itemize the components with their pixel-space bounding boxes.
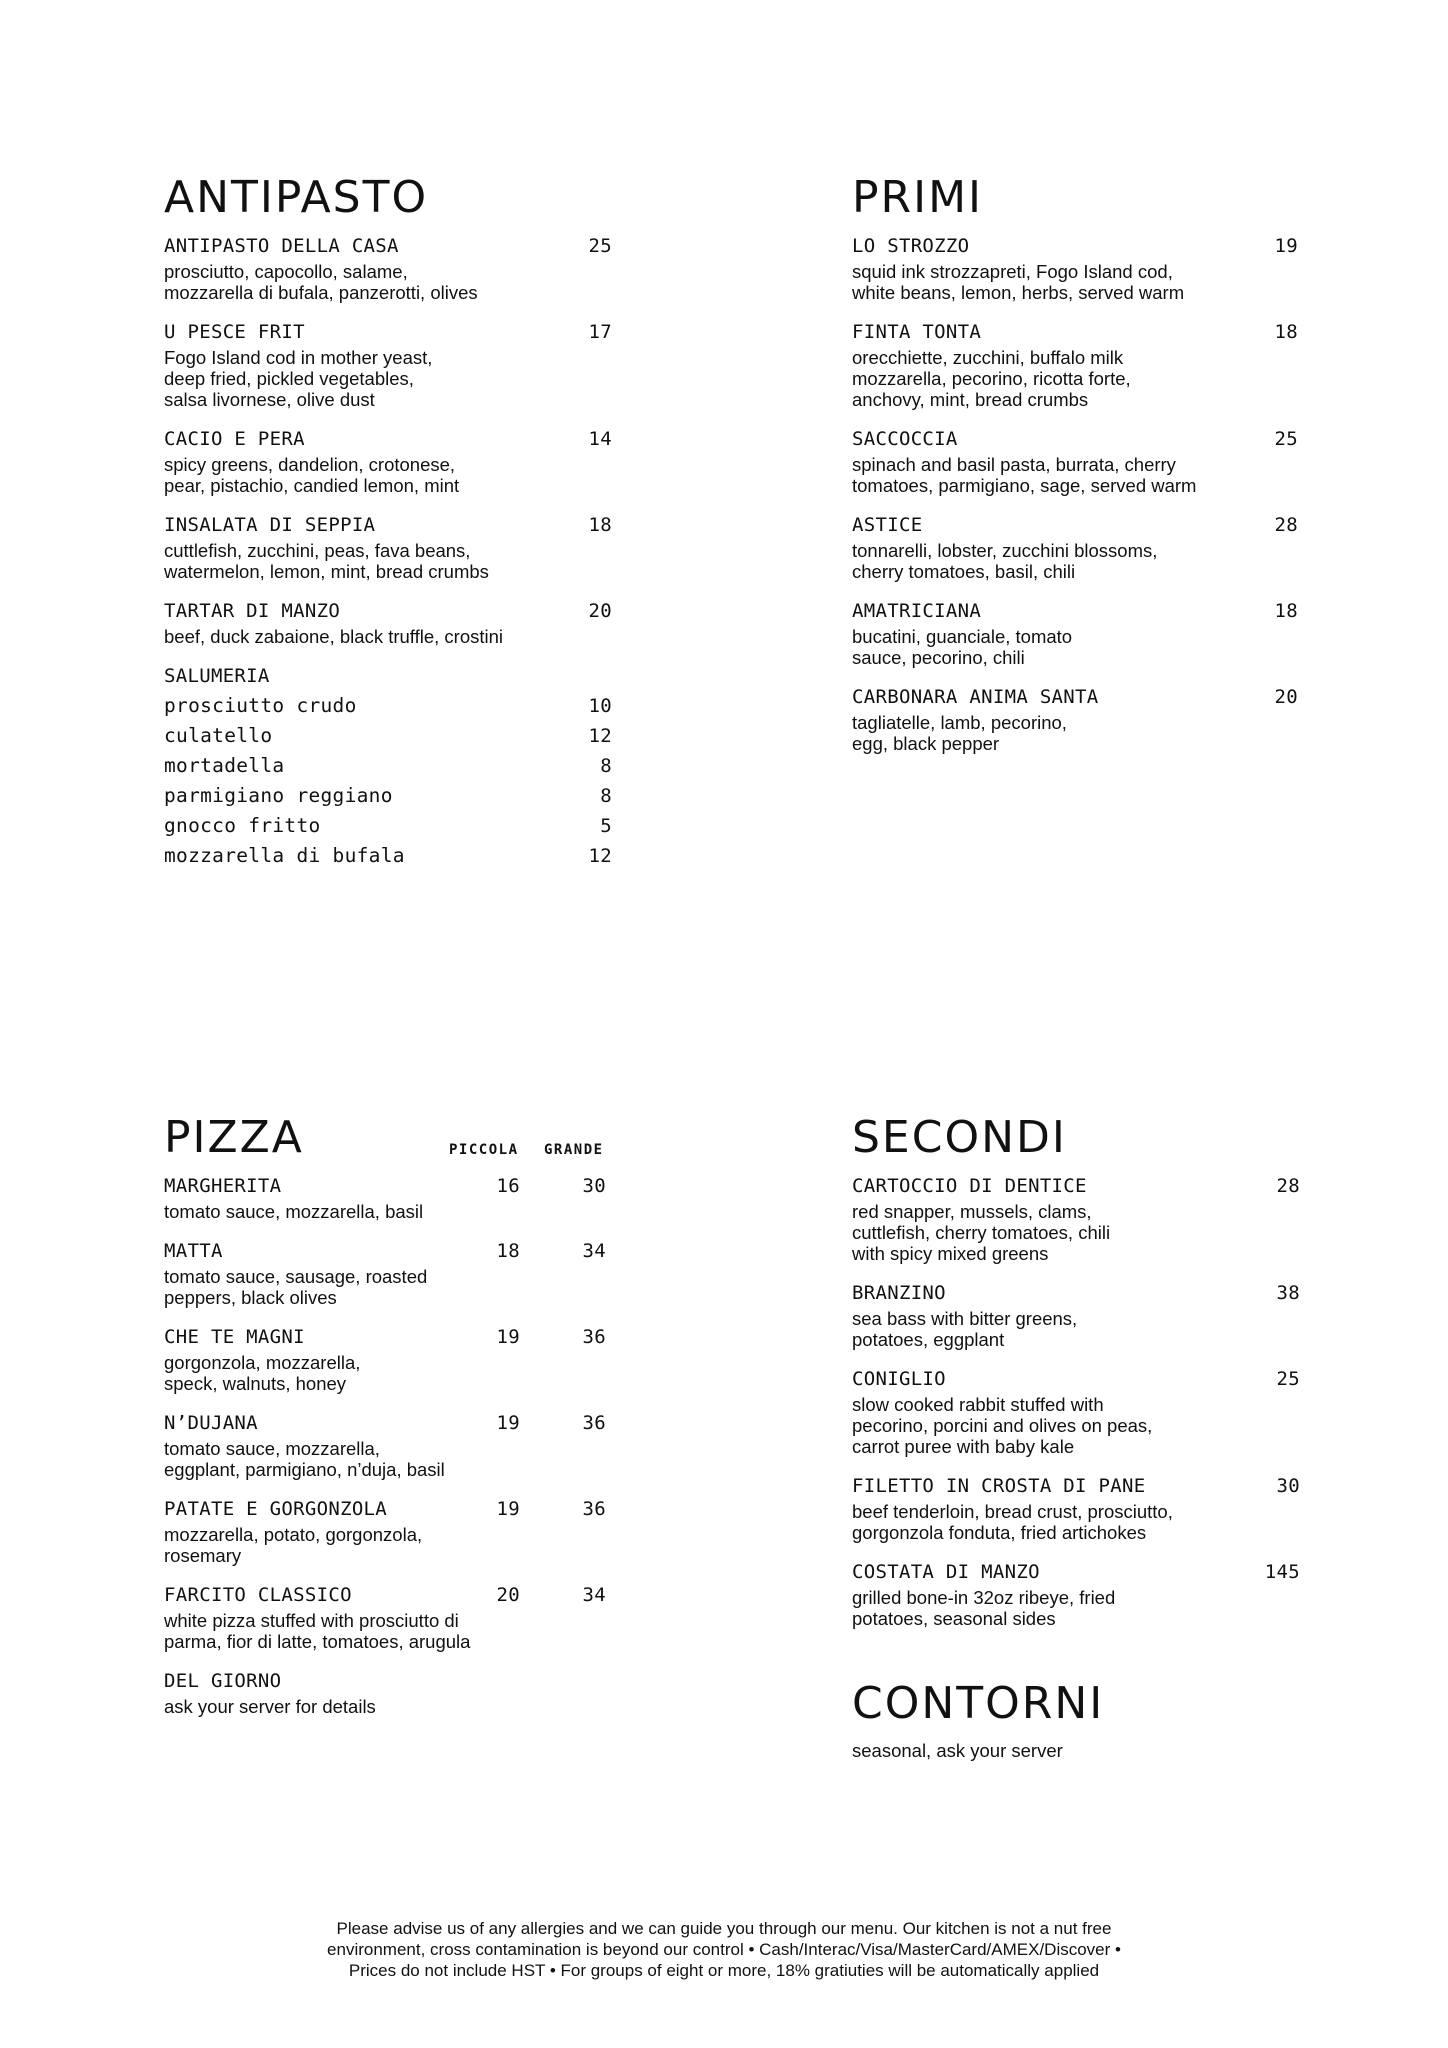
salumeria-price: 10 bbox=[588, 695, 612, 717]
item-price: 30 bbox=[1276, 1475, 1300, 1497]
item-description: beef tenderloin, bread crust, prosciutto, gorgonzola fonduta, fried artichokes bbox=[852, 1501, 1173, 1543]
piccola-price: 19 bbox=[496, 1326, 520, 1348]
grande-price: 36 bbox=[582, 1498, 606, 1520]
menu-item bbox=[852, 513, 1298, 582]
salumeria-title: SALUMERIA bbox=[164, 665, 270, 687]
grande-price: 34 bbox=[582, 1240, 606, 1262]
salumeria-name: culatello bbox=[164, 724, 273, 747]
menu-item bbox=[164, 234, 612, 303]
menu-item bbox=[852, 234, 1298, 303]
menu-item bbox=[164, 1669, 612, 1717]
menu-item bbox=[852, 320, 1298, 410]
salumeria-name: gnocco fritto bbox=[164, 814, 321, 837]
item-price: 17 bbox=[588, 321, 612, 343]
menu-item bbox=[852, 1281, 1300, 1350]
item-description: red snapper, mussels, clams, cuttlefish, cherry tomatoes, chili with spicy mixed greens bbox=[852, 1201, 1111, 1264]
item-price: 20 bbox=[1274, 686, 1298, 708]
item-description: white pizza stuffed with prosciutto di parma, fior di latte, tomatoes, arugula bbox=[164, 1610, 471, 1652]
item-description: slow cooked rabbit stuffed with pecorino, porcini and olives on peas, carrot puree with baby kale bbox=[852, 1394, 1153, 1457]
menu-item bbox=[164, 427, 612, 496]
item-name: FINTA TONTA bbox=[852, 321, 982, 343]
item-description: prosciutto, capocollo, salame, mozzarella di bufala, panzerotti, olives bbox=[164, 261, 478, 303]
menu-item bbox=[164, 1583, 612, 1652]
item-price: 25 bbox=[588, 235, 612, 257]
item-price: 28 bbox=[1274, 514, 1298, 536]
salumeria-name: mortadella bbox=[164, 754, 285, 777]
footer-line: Prices do not include HST • For groups of eight or more, 18% gratiuties will be automatically applied bbox=[348, 1961, 1100, 1980]
item-description: sea bass with bitter greens, potatoes, eggplant bbox=[852, 1308, 1078, 1350]
contorni-description: seasonal, ask your server bbox=[852, 1740, 1063, 1761]
item-description: ask your server for details bbox=[164, 1696, 376, 1717]
salumeria-name: parmigiano reggiano bbox=[164, 784, 393, 807]
salumeria-price: 8 bbox=[600, 755, 612, 777]
item-price: 25 bbox=[1276, 1368, 1300, 1390]
contorni-section bbox=[852, 1678, 1300, 1761]
item-name: AMATRICIANA bbox=[852, 600, 982, 622]
item-price: 20 bbox=[588, 600, 612, 622]
item-price: 25 bbox=[1274, 428, 1298, 450]
menu-item bbox=[852, 427, 1298, 496]
item-name: DEL GIORNO bbox=[164, 1670, 282, 1692]
item-name: U PESCE FRIT bbox=[164, 321, 305, 343]
menu-item bbox=[852, 1174, 1300, 1264]
salumeria-name: prosciutto crudo bbox=[164, 694, 357, 717]
salumeria-price: 12 bbox=[588, 845, 612, 867]
section-title: ANTIPASTO bbox=[164, 172, 429, 223]
piccola-price: 19 bbox=[496, 1412, 520, 1434]
menu-item bbox=[164, 599, 612, 647]
item-price: 14 bbox=[588, 428, 612, 450]
antipasto-section bbox=[164, 172, 612, 874]
menu-item bbox=[852, 1367, 1300, 1457]
item-name: INSALATA DI SEPPIA bbox=[164, 514, 376, 536]
item-description: bucatini, guanciale, tomato sauce, pecorino, chili bbox=[852, 626, 1073, 668]
piccola-price: 19 bbox=[496, 1498, 520, 1520]
salumeria-row bbox=[164, 814, 612, 838]
menu-item bbox=[164, 1325, 612, 1394]
salumeria-row bbox=[164, 754, 612, 778]
item-price: 38 bbox=[1276, 1282, 1300, 1304]
section-title: PRIMI bbox=[852, 172, 984, 223]
menu-item bbox=[852, 599, 1298, 668]
piccola-price: 18 bbox=[496, 1240, 520, 1262]
salumeria-price: 5 bbox=[600, 815, 612, 837]
item-price: 18 bbox=[588, 514, 612, 536]
menu-item bbox=[164, 1174, 612, 1222]
item-description: tomato sauce, mozzarella, basil bbox=[164, 1201, 424, 1222]
item-price: 28 bbox=[1276, 1175, 1300, 1197]
item-price: 18 bbox=[1274, 600, 1298, 622]
salumeria-row bbox=[164, 784, 612, 808]
footer-line: Please advise us of any allergies and we can guide you through our menu. Our kitchen is not a nut free bbox=[336, 1919, 1112, 1938]
antipasto-items bbox=[164, 234, 612, 647]
menu-item bbox=[852, 1474, 1300, 1543]
item-description: Fogo Island cod in mother yeast, deep fried, pickled vegetables, salsa livornese, olive dust bbox=[164, 347, 433, 410]
item-name: ANTIPASTO DELLA CASA bbox=[164, 235, 399, 257]
item-price: 18 bbox=[1274, 321, 1298, 343]
salumeria-price: 8 bbox=[600, 785, 612, 807]
item-name: CHE TE MAGNI bbox=[164, 1326, 305, 1348]
item-description: beef, duck zabaione, black truffle, crostini bbox=[164, 626, 504, 647]
menu-item bbox=[164, 1239, 612, 1308]
item-name: CACIO E PERA bbox=[164, 428, 305, 450]
size-column-headers bbox=[449, 1138, 614, 1162]
primi-section bbox=[852, 172, 1298, 771]
item-name: CONIGLIO bbox=[852, 1368, 946, 1390]
section-title: CONTORNI bbox=[852, 1678, 1105, 1729]
item-name: ASTICE bbox=[852, 514, 923, 536]
salumeria-block bbox=[164, 664, 612, 868]
salumeria-row bbox=[164, 694, 612, 718]
grande-price: 36 bbox=[582, 1412, 606, 1434]
item-description: cuttlefish, zucchini, peas, fava beans, watermelon, lemon, mint, bread crumbs bbox=[164, 540, 489, 582]
section-title: PIZZA bbox=[164, 1112, 304, 1163]
item-name: COSTATA DI MANZO bbox=[852, 1561, 1040, 1583]
item-description: tomato sauce, sausage, roasted peppers, black olives bbox=[164, 1266, 428, 1308]
piccola-price: 16 bbox=[496, 1175, 520, 1197]
item-name: N’DUJANA bbox=[164, 1412, 258, 1434]
grande-price: 30 bbox=[582, 1175, 606, 1197]
item-description: gorgonzola, mozzarella, speck, walnuts, honey bbox=[164, 1352, 361, 1394]
footer-line: environment, cross contamination is beyond our control • Cash/Interac/Visa/MasterCard/AMEX/Discover • bbox=[327, 1940, 1121, 1959]
item-name: SACCOCCIA bbox=[852, 428, 958, 450]
item-name: LO STROZZO bbox=[852, 235, 970, 257]
item-description: mozzarella, potato, gorgonzola, rosemary bbox=[164, 1524, 423, 1566]
grande-price: 34 bbox=[582, 1584, 606, 1606]
salumeria-row bbox=[164, 844, 612, 868]
item-name: PATATE E GORGONZOLA bbox=[164, 1498, 388, 1520]
item-description: tomato sauce, mozzarella, eggplant, parmigiano, n’duja, basil bbox=[164, 1438, 445, 1480]
secondi-section bbox=[852, 1112, 1300, 1646]
item-description: tonnarelli, lobster, zucchini blossoms, cherry tomatoes, basil, chili bbox=[852, 540, 1158, 582]
item-name: FARCITO CLASSICO bbox=[164, 1584, 352, 1606]
item-name: BRANZINO bbox=[852, 1282, 946, 1304]
item-price: 19 bbox=[1274, 235, 1298, 257]
item-description: grilled bone-in 32oz ribeye, fried potatoes, seasonal sides bbox=[852, 1587, 1116, 1629]
salumeria-row bbox=[164, 724, 612, 748]
item-description: orecchiette, zucchini, buffalo milk mozzarella, pecorino, ricotta forte, anchovy, mint, bread crumbs bbox=[852, 347, 1131, 410]
grande-price: 36 bbox=[582, 1326, 606, 1348]
item-name: TARTAR DI MANZO bbox=[164, 600, 341, 622]
item-name: CARTOCCIO DI DENTICE bbox=[852, 1175, 1087, 1197]
pizza-section bbox=[164, 1112, 612, 1734]
item-name: CARBONARA ANIMA SANTA bbox=[852, 686, 1099, 708]
menu-item bbox=[852, 685, 1298, 754]
menu-item bbox=[164, 1411, 612, 1480]
item-name: MARGHERITA bbox=[164, 1175, 282, 1197]
section-title: SECONDI bbox=[852, 1112, 1067, 1163]
menu-item bbox=[164, 513, 612, 582]
menu-item bbox=[852, 1560, 1300, 1629]
salumeria-name: mozzarella di bufala bbox=[164, 844, 405, 867]
item-name: MATTA bbox=[164, 1240, 223, 1262]
menu-item bbox=[164, 320, 612, 410]
item-description: spinach and basil pasta, burrata, cherry tomatoes, parmigiano, sage, served warm bbox=[852, 454, 1197, 496]
menu-item bbox=[164, 1497, 612, 1566]
item-description: spicy greens, dandelion, crotonese, pear, pistachio, candied lemon, mint bbox=[164, 454, 460, 496]
item-price: 145 bbox=[1264, 1561, 1300, 1583]
footer-note bbox=[0, 1918, 1448, 1981]
pizza-header bbox=[164, 1112, 612, 1164]
piccola-header: PICCOLA bbox=[449, 1142, 519, 1158]
item-description: squid ink strozzapreti, Fogo Island cod, white beans, lemon, herbs, served warm bbox=[852, 261, 1185, 303]
item-description: tagliatelle, lamb, pecorino, egg, black pepper bbox=[852, 712, 1067, 754]
item-name: FILETTO IN CROSTA DI PANE bbox=[852, 1475, 1146, 1497]
piccola-price: 20 bbox=[496, 1584, 520, 1606]
salumeria-price: 12 bbox=[588, 725, 612, 747]
grande-header: GRANDE bbox=[544, 1142, 604, 1158]
